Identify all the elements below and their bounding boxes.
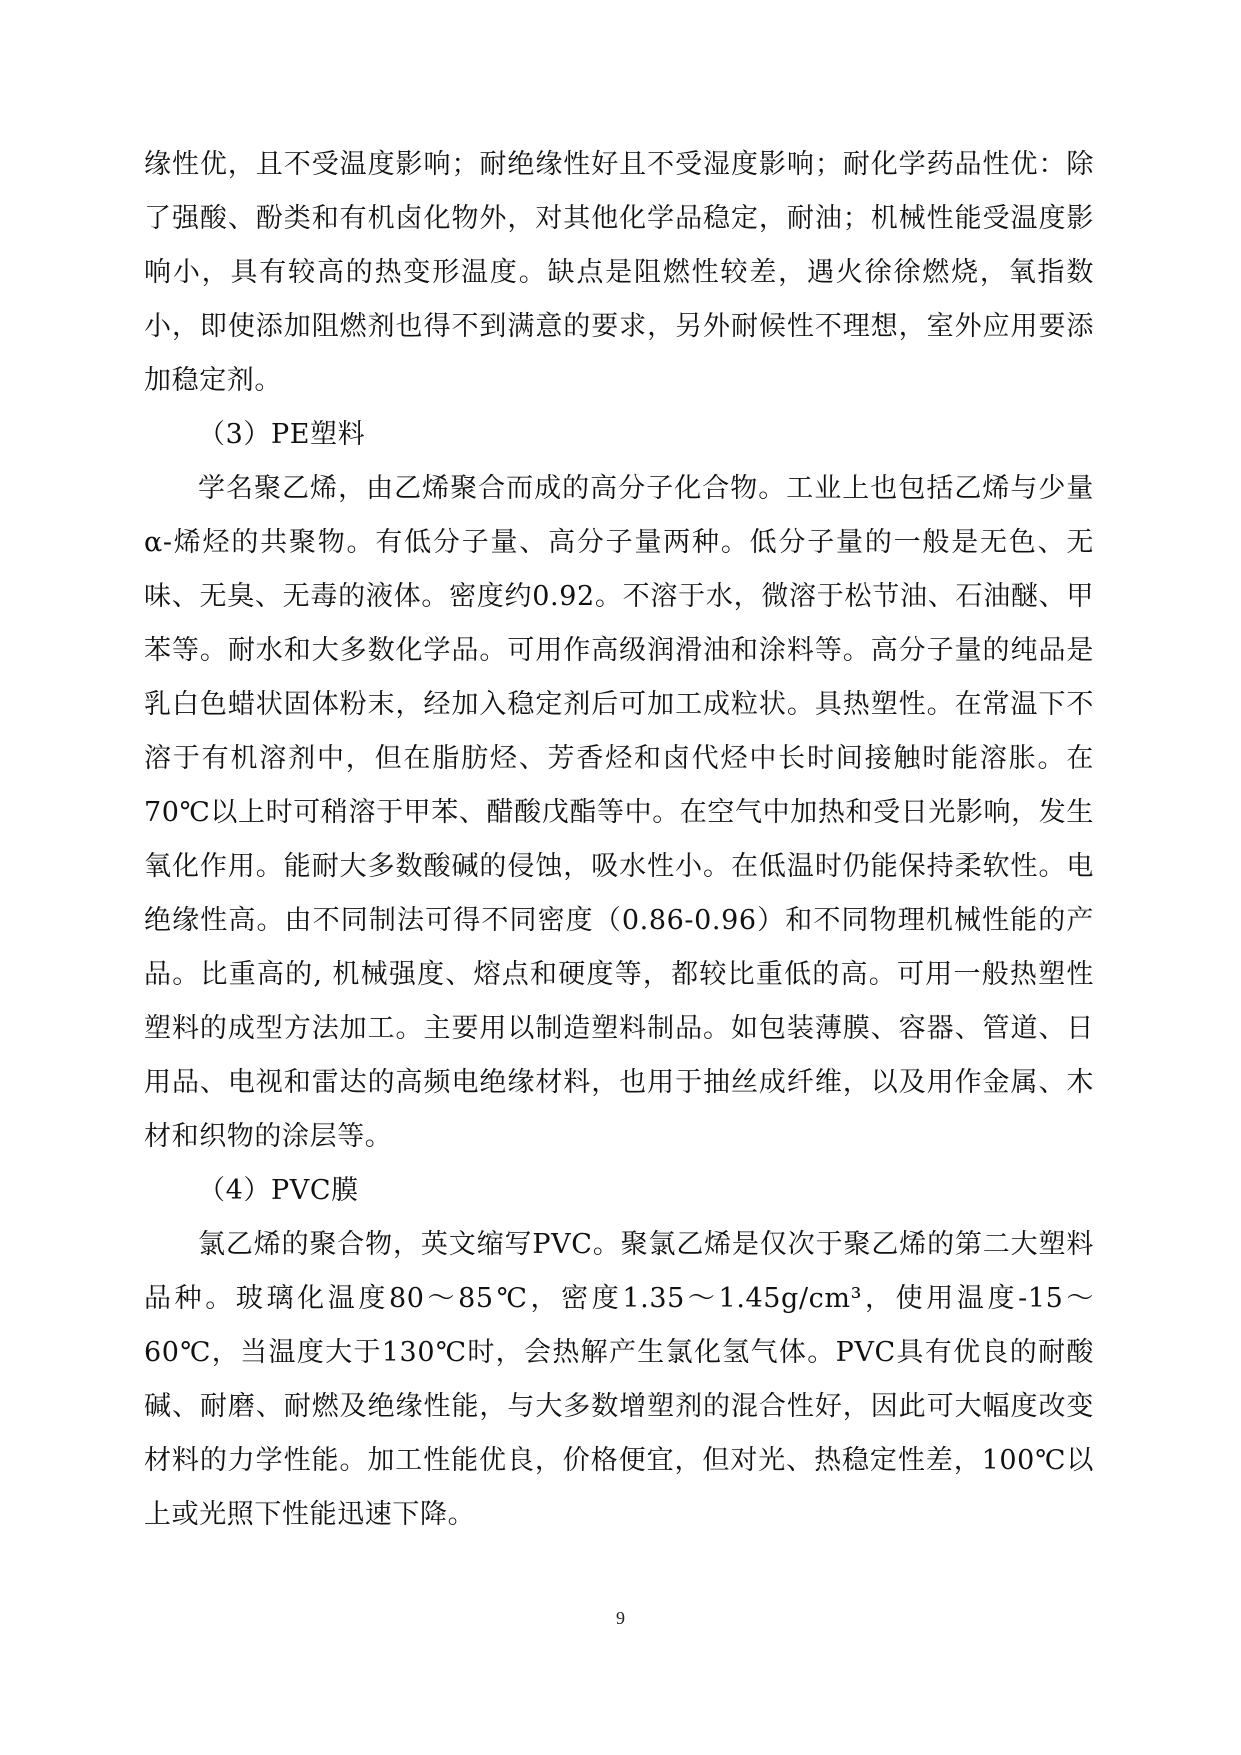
page-number: 9 [616, 1608, 625, 1628]
section-heading-pvc-film: （4）PVC膜 [198, 1175, 359, 1206]
body-paragraph-continuation: 缘性优，且不受温度影响；耐绝缘性好且不受湿度影响；耐化学药品性优：除了强酸、酚类和有机卤化物外，对其他化学品稳定，耐油；机械性能受温度影响小，具有较高的热变形温度。缺点是阻燃性较差，遇火徐徐燃烧，氧指数小，即使添加阻燃剂也得不到满意的要求，另外耐候性不理想，室外应用要添加稳定剂。 [144, 149, 1094, 396]
body-paragraph-pvc: 氯乙烯的聚合物，英文缩写PVC。聚氯乙烯是仅次于聚乙烯的第二大塑料品种。玻璃化温度80～85℃，密度1.35～1.45g/cm³，使用温度-15～60℃，当温度大于130℃时，会热解产生氯化氢气体。PVC具有优良的耐酸碱、耐磨、耐燃及绝缘性能，与大多数增塑剂的混合性好，因此可大幅度改变材料的力学性能。加工性能优良，价格便宜，但对光、热稳定性差，100℃以上或光照下性能迅速下降。 [144, 1229, 1094, 1530]
page-body [144, 138, 1094, 1542]
body-paragraph-pe: 学名聚乙烯，由乙烯聚合而成的高分子化合物。工业上也包括乙烯与少量α-烯烃的共聚物。有低分子量、高分子量两种。低分子量的一般是无色、无味、无臭、无毒的液体。密度约0.92。不溶于水，微溶于松节油、石油醚、甲苯等。耐水和大多数化学品。可用作高级润滑油和涂料等。高分子量的纯品是乳白色蜡状固体粉末，经加入稳定剂后可加工成粒状。具热塑性。在常温下不溶于有机溶剂中，但在脂肪烃、芳香烃和卤代烃中长时间接触时能溶胀。在70℃以上时可稍溶于甲苯、醋酸戊酯等中。在空气中加热和受日光影响，发生氧化作用。能耐大多数酸碱的侵蚀，吸水性小。在低温时仍能保持柔软性。电绝缘性高。由不同制法可得不同密度（0.86-0.96）和不同物理机械性能的产品。比重高的, 机械强度、熔点和硬度等，都较比重低的高。可用一般热塑性塑料的成型方法加工。主要用以制造塑料制品。如包装薄膜、容器、管道、日用品、电视和雷达的高频电绝缘材料，也用于抽丝成纤维，以及用作金属、木材和织物的涂层等。 [144, 473, 1094, 1152]
section-heading-pe-plastic: （3）PE塑料 [198, 419, 366, 450]
